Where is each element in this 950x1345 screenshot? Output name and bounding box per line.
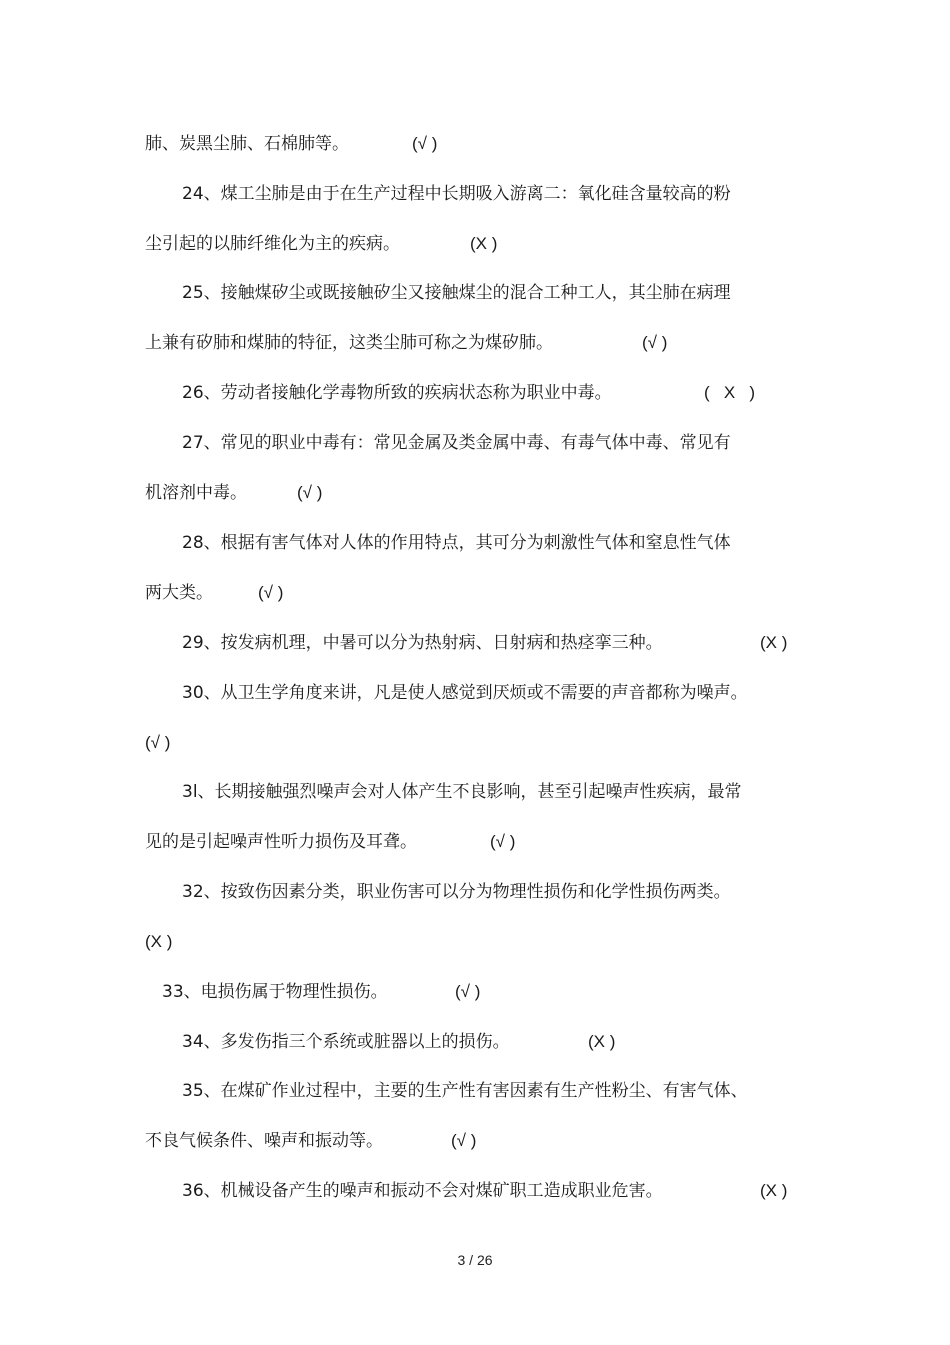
line-14: 见的是引起噪声性听力损伤及耳聋。	[145, 832, 417, 852]
answer-mark-21: (X )	[760, 1181, 788, 1200]
answer-mark-17: (√ )	[455, 982, 481, 1001]
line-4: 上兼有矽肺和煤肺的特征，这类尘肺可称之为煤矽肺。	[145, 333, 553, 353]
line-0: 肺、炭黑尘肺、石棉肺等。	[145, 134, 349, 154]
line-5: 26、劳动者接触化学毒物所致的疾病状态称为职业中毒。	[182, 383, 612, 403]
answer-mark-7: (√ )	[297, 483, 323, 502]
page-number: 3 / 26	[457, 1252, 493, 1268]
line-2: 尘引起的以肺纤维化为主的疾病。	[145, 234, 400, 254]
answer-mark-0: (√ )	[412, 134, 438, 153]
line-20: 不良气候条件、噪声和振动等。	[145, 1131, 383, 1151]
line-6: 27、常见的职业中毒有：常见金属及类金属中毒、有毒气体中毒、常见有	[182, 433, 731, 453]
answer-mark-5: ( X )	[704, 383, 755, 402]
line-9: 两大类。	[145, 583, 213, 603]
line-8: 28、根据有害气体对人体的作用特点，其可分为刺激性气体和窒息性气体	[182, 533, 731, 553]
answer-mark-2: (X )	[470, 234, 498, 253]
line-15: 32、按致伤因素分类，职业伤害可以分为物理性损伤和化学性损伤两类。	[182, 882, 731, 902]
answer-mark-12: (√ )	[145, 733, 171, 752]
line-17: 33、电损伤属于物理性损伤。	[162, 982, 388, 1002]
answer-mark-16: (X )	[145, 932, 173, 951]
line-7: 机溶剂中毒。	[145, 483, 247, 503]
line-10: 29、按发病机理，中暑可以分为热射病、日射病和热痉挛三种。	[182, 633, 663, 653]
line-3: 25、接触煤矽尘或既接触矽尘又接触煤尘的混合工种工人，其尘肺在病理	[182, 283, 731, 303]
line-13: 3l、长期接触强烈噪声会对人体产生不良影响，甚至引起噪声性疾病，最常	[182, 782, 742, 802]
line-1: 24、煤工尘肺是由于在生产过程中长期吸入游离二：氧化硅含量较高的粉	[182, 184, 731, 204]
answer-mark-18: (X )	[588, 1032, 616, 1051]
answer-mark-9: (√ )	[258, 583, 284, 602]
answer-mark-4: (√ )	[642, 333, 668, 352]
line-21: 36、机械设备产生的噪声和振动不会对煤矿职工造成职业危害。	[182, 1181, 663, 1201]
answer-mark-10: (X )	[760, 633, 788, 652]
line-18: 34、多发伤指三个系统或脏器以上的损伤。	[182, 1032, 510, 1052]
line-19: 35、在煤矿作业过程中，主要的生产性有害因素有生产性粉尘、有害气体、	[182, 1081, 748, 1101]
line-11: 30、从卫生学角度来讲，凡是使人感觉到厌烦或不需要的声音都称为噪声。	[182, 683, 748, 703]
answer-mark-20: (√ )	[451, 1131, 477, 1150]
answer-mark-14: (√ )	[490, 832, 516, 851]
